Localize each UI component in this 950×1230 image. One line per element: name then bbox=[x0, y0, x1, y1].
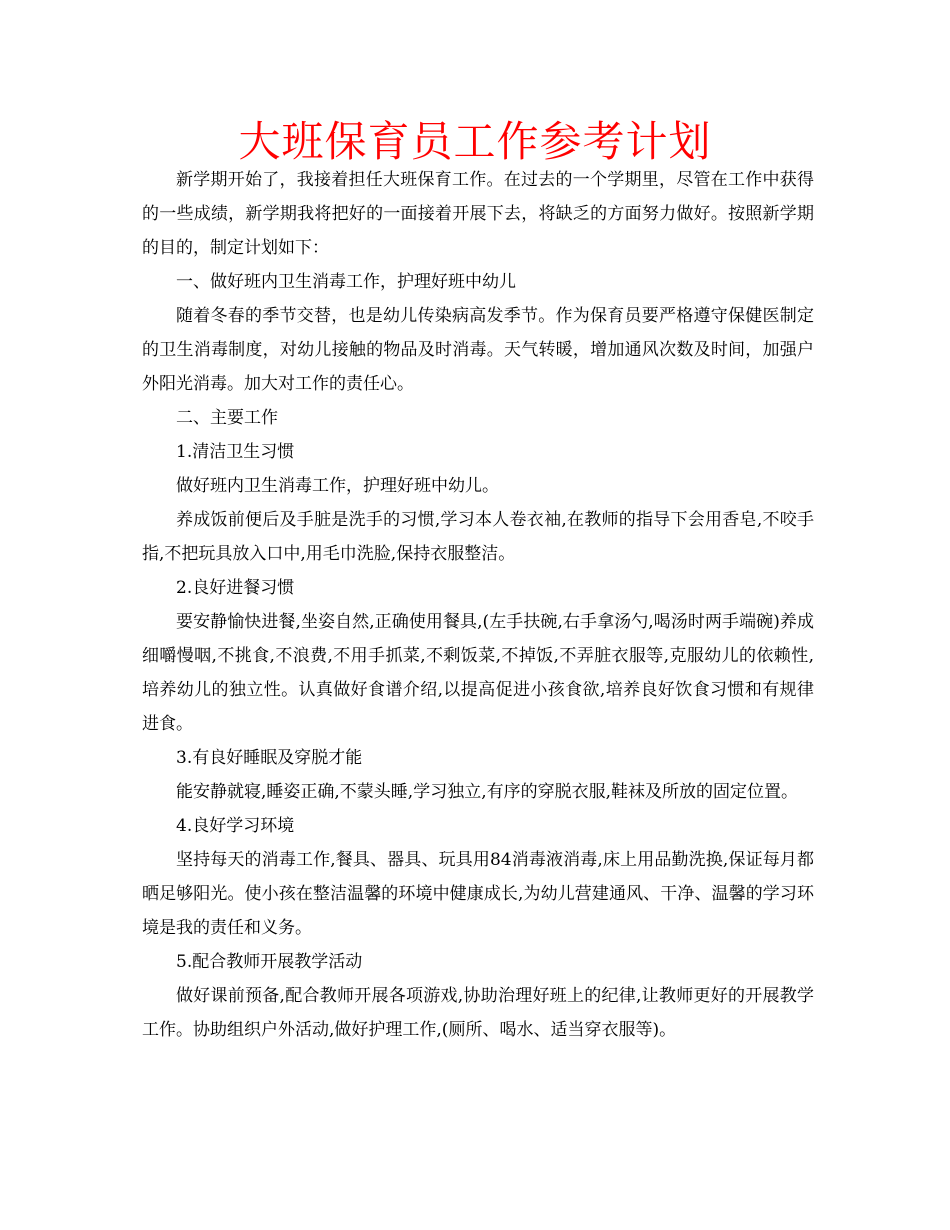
subheading-sleep: 3.有良好睡眠及穿脱才能 bbox=[176, 748, 363, 768]
subheading-teaching: 5.配合教师开展教学活动 bbox=[176, 952, 363, 972]
teaching-paragraph: 做好课前预备,配合教师开展各项游戏,协助治理好班上的纪律,让教师更好的开展教学工作。协助组织户外活动,做好护理工作,(厕所、喝水、适当穿衣服等)。 bbox=[142, 986, 814, 1040]
section-heading-1: 一、做好班内卫生消毒工作，护理好班中幼儿 bbox=[176, 272, 516, 292]
section-heading-2: 二、主要工作 bbox=[176, 408, 278, 428]
section-1-paragraph: 随着冬春的季节交替，也是幼儿传染病高发季节。作为保育员要严格遵守保健医制定的卫生消毒制度，对幼儿接触的物品及时消毒。天气转暖，增加通风次数及时间，加强户外阳光消毒。加大对工作的责任心。 bbox=[142, 306, 814, 394]
dining-paragraph: 要安静愉快进餐,坐姿自然,正确使用餐具,(左手扶碗,右手拿汤勺,喝汤时两手端碗)养成细嚼慢咽,不挑食,不浪费,不用手抓菜,不剩饭菜,不掉饭,不弄脏衣服等,克服幼儿的依赖性,培养幼儿的独立性。认真做好食谱介绍,以提高促进小孩食欲,培养良好饮食习惯和有规律进食。 bbox=[142, 612, 814, 734]
document-title: 大班保育员工作参考计划 bbox=[238, 117, 712, 166]
subheading-environment: 4.良好学习环境 bbox=[176, 816, 295, 836]
hygiene-paragraph-1: 做好班内卫生消毒工作，护理好班中幼儿。 bbox=[176, 476, 499, 496]
subheading-hygiene: 1.清洁卫生习惯 bbox=[176, 442, 295, 462]
intro-paragraph: 新学期开始了，我接着担任大班保育工作。在过去的一个学期里，尽管在工作中获得的一些成绩，新学期我将把好的一面接着开展下去，将缺乏的方面努力做好。按照新学期的目的，制定计划如下： bbox=[142, 170, 814, 258]
hygiene-paragraph-2: 养成饭前便后及手脏是洗手的习惯,学习本人卷衣袖,在教师的指导下会用香皂,不咬手指,不把玩具放入口中,用毛巾洗脸,保持衣服整洁。 bbox=[142, 510, 814, 564]
subheading-dining: 2.良好进餐习惯 bbox=[176, 578, 295, 598]
sleep-paragraph: 能安静就寝,睡姿正确,不蒙头睡,学习独立,有序的穿脱衣服,鞋袜及所放的固定位置。 bbox=[176, 782, 799, 802]
document-body bbox=[142, 163, 814, 1047]
environment-paragraph: 坚持每天的消毒工作,餐具、器具、玩具用84消毒液消毒,床上用品勤洗换,保证每月都晒足够阳光。使小孩在整洁温馨的环境中健康成长,为幼儿营建通风、干净、温馨的学习环境是我的责任和义务。 bbox=[142, 850, 814, 938]
